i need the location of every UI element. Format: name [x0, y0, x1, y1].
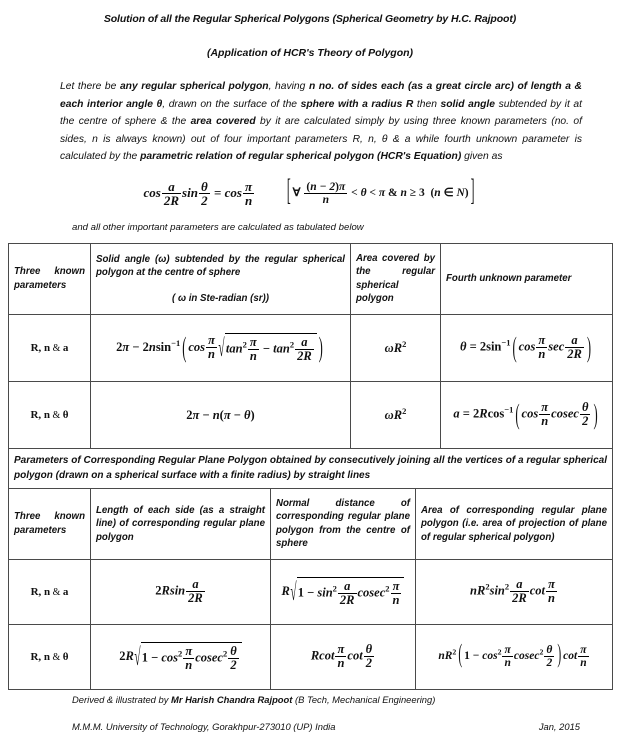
row3-area-formula — [416, 559, 613, 624]
formula-side-length-theta: $2R√1 - \cos^2$ $\frac{\pi}{n}$ cosec$^2$ $\frac{\theta}{2}$ — [119, 642, 241, 672]
table-row — [9, 624, 613, 689]
row1-fourth-formula — [441, 314, 613, 381]
header-plane-area: Area of corresponding regular plane polygon (i.e. area of projection of plane of regular spherical polygon) — [416, 488, 613, 559]
header-solid-angle-units: ( ω in Ste-radian (sr)) — [172, 292, 269, 304]
header-known-parameters-plane: Three known parameters — [9, 488, 91, 559]
intro-run-bold: any regular spherical polygon — [119, 81, 269, 92]
row4-normal-formula — [271, 624, 416, 689]
below-equation-note: and all other important parameters are calculated as tabulated below — [72, 221, 364, 233]
intro-run-plain: by it are calculated simply by using three known parameters (no. of sides, n is always known) out of four important parameters R, n, θ & a while fourth unknown parameter is calculated by the — [60, 116, 582, 162]
formula-side-length-a: 2Rsin $\frac{a}{2R}$ — [155, 577, 203, 606]
formula-normal-distance-a: $R√1 - \sin^2$ $\frac{a}{2R}$ cosec$^2$ $\frac{\pi}{n}$ — [282, 577, 405, 607]
page-footer — [0, 721, 620, 732]
row1-area-formula — [351, 314, 441, 381]
intro-run-bold: area covered — [190, 116, 256, 127]
intro-run-plain: Let there be — [60, 81, 120, 92]
formula-area-omega-r2: $\omega R^2$ — [384, 405, 407, 422]
intro-run-bold: solid angle — [440, 98, 495, 110]
credit-suffix: (B Tech, Mechanical Engineering) — [292, 693, 436, 705]
row1-solid-angle-formula — [91, 314, 351, 381]
credit-prefix: Derived & illustrated by — [72, 693, 172, 705]
table-header-row — [9, 488, 613, 559]
formula-plane-area-theta: $nR^2$ ( $1 - \cos^2$ $\frac{\pi}{n}$ cosec$^2$ $\frac{\theta}{2}$ ) cot $\frac{\pi}{n}$ — [438, 641, 587, 670]
table-row — [9, 314, 613, 381]
page-subtitle: (Application of HCR's Theory of Polygon) — [206, 47, 414, 59]
row3-known-parameters: R, n & a — [9, 559, 91, 624]
plane-polygon-banner-row — [9, 448, 613, 488]
row4-area-formula — [416, 624, 613, 689]
intro-run-plain: given as — [461, 151, 503, 162]
row2-area-formula — [351, 381, 441, 448]
intro-run-bold: of length a & each interior angle θ — [60, 81, 582, 110]
plane-polygon-table — [8, 488, 613, 690]
formula-side-a: a = 2Rcos$^{-1}$ ( cos $\frac{\pi}{n}$ cosec $\frac{\theta}{2}$ ) — [453, 398, 598, 430]
header-side-length: Length of each side (as a straight line) of corresponding regular plane polygon — [91, 488, 271, 559]
hcr-equation-expression: cos $\frac{a}{2R}$ sin $\frac{\theta}{2}$ = cos $\frac{\pi}{n}$ — [143, 178, 253, 209]
intro-run-bold: sphere with a radius R — [300, 98, 414, 110]
intro-run-bold: parametric relation of regular spherical polygon (HCR's Equation) — [140, 151, 462, 162]
formula-normal-distance-theta: Rcot $\frac{\pi}{n}$ cot $\frac{\theta}{2}$ — [310, 642, 373, 671]
spherical-polygon-table — [8, 243, 613, 489]
row2-fourth-formula — [441, 381, 613, 448]
formula-solid-angle-theta: 2π − n(π − θ) — [186, 407, 255, 422]
formula-solid-angle-a: 2π − 2nsin$^{-1}$ ( cos $\frac{\pi}{n}$ $√\tan^2$ $\frac{\pi}{n}$ − $\tan^2$ $\frac{a}{2R}$ ) — [116, 331, 323, 363]
footer-date: Jan, 2015 — [538, 720, 580, 732]
intro-run-bold: n no. of sides each (as a great circle arc) — [308, 81, 514, 92]
title-block — [0, 0, 620, 60]
hcr-equation-condition: [ ∀ $\frac{(n - 2)\pi}{n}$ < θ < π & n ≥ 3 (n ∈ N) ] — [286, 175, 475, 209]
header-normal-distance: Normal distance of corresponding regular plane polygon from the centre of sphere — [271, 488, 416, 559]
formula-theta: $\theta = 2\sin^{-1}$ ( cos $\frac{\pi}{n}$ sec $\frac{a}{2R}$ ) — [459, 331, 592, 363]
table-header-row — [9, 243, 613, 314]
formula-area-omega-r2: $\omega R^2$ — [384, 338, 407, 355]
main-equation — [0, 175, 620, 209]
footer-affiliation: M.M.M. University of Technology, Gorakhpur-273010 (UP) India — [72, 720, 336, 732]
header-area-covered: Area covered by the regular spherical polygon — [351, 243, 441, 314]
header-fourth-unknown: Fourth unknown parameter — [441, 243, 613, 314]
row3-normal-formula — [271, 559, 416, 624]
page-title: Solution of all the Regular Spherical Polygons (Spherical Geometry by H.C. Rajpoot) — [103, 13, 517, 25]
intro-run-plain: then — [413, 98, 441, 110]
header-solid-angle — [91, 243, 351, 314]
table-row — [9, 381, 613, 448]
formula-plane-area-a: $nR^2\sin^2$ $\frac{a}{2R}$ cot $\frac{\pi}{n}$ — [470, 577, 555, 606]
author-credit — [72, 694, 620, 705]
intro-paragraph — [60, 78, 582, 166]
intro-run-plain: , drawn on the surface of the — [162, 98, 301, 110]
plane-polygon-banner: Parameters of Corresponding Regular Plane Polygon obtained by consecutively joining all the vertices of a regular spherical polygon (drawn on a spherical surface with a finite radius) by straight lines — [9, 448, 613, 488]
intro-run-plain: subtended by it at the centre of sphere & the — [60, 98, 582, 127]
row4-known-parameters: R, n & θ — [9, 624, 91, 689]
credit-author-name: Mr Harish Chandra Rajpoot — [171, 693, 293, 705]
row1-known-parameters: R, n & a — [9, 314, 91, 381]
table-row — [9, 559, 613, 624]
header-solid-angle-main: Solid angle (ω) subtended by the regular spherical polygon at the centre of sphere — [96, 253, 345, 279]
row4-side-formula — [91, 624, 271, 689]
row2-solid-angle-formula — [91, 381, 351, 448]
row3-side-formula — [91, 559, 271, 624]
intro-run-plain: , having — [268, 81, 309, 92]
header-known-parameters: Three known parameters — [9, 243, 91, 314]
row2-known-parameters: R, n & θ — [9, 381, 91, 448]
